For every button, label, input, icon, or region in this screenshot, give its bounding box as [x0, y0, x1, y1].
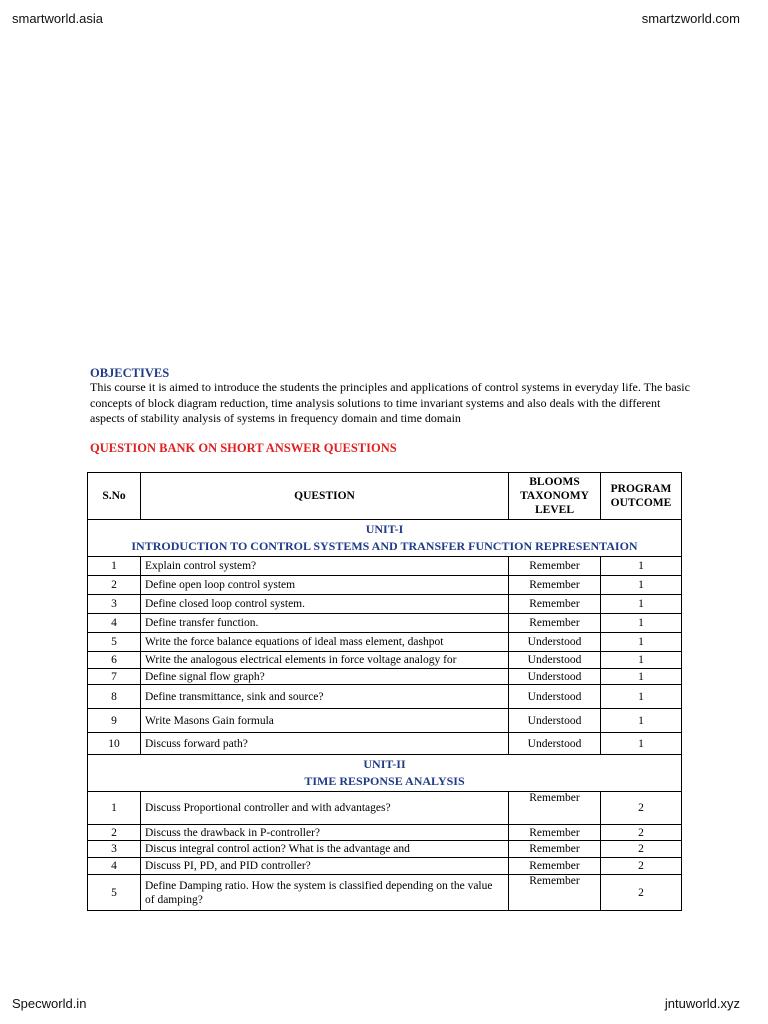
row-blooms: Remember [509, 595, 601, 614]
unit-header [88, 520, 682, 557]
row-sno: 3 [88, 841, 141, 858]
row-question: Write Masons Gain formula [141, 709, 509, 733]
unit-header-row [88, 520, 682, 557]
row-blooms: Remember [509, 792, 601, 825]
row-blooms: Remember [509, 614, 601, 633]
table-row [88, 709, 682, 733]
table-row [88, 652, 682, 669]
header-program-outcome: PROGRAM OUTCOME [601, 473, 682, 520]
row-question: Define Damping ratio. How the system is classified depending on the value of damping? [141, 875, 509, 911]
row-outcome: 1 [601, 652, 682, 669]
unit-label: UNIT-I [365, 522, 404, 536]
row-question: Define closed loop control system. [141, 595, 509, 614]
row-outcome: 1 [601, 709, 682, 733]
table-row [88, 792, 682, 825]
row-blooms: Remember [509, 557, 601, 576]
row-outcome: 1 [601, 595, 682, 614]
row-question: Discuss forward path? [141, 733, 509, 755]
row-sno: 2 [88, 576, 141, 595]
objectives-text: This course it is aimed to introduce the students the principles and applications of control systems in everyday life. The basic concepts of block diagram reduction, time analysis solutions to time invariant systems and also deals with the different aspects of stability analysis of systems in frequency domain and time domain [90, 380, 690, 425]
row-outcome: 1 [601, 557, 682, 576]
row-blooms: Remember [509, 858, 601, 875]
table-row [88, 633, 682, 652]
row-blooms: Remember [509, 841, 601, 858]
row-sno: 2 [88, 825, 141, 841]
row-outcome: 2 [601, 858, 682, 875]
row-sno: 1 [88, 792, 141, 825]
header-question: QUESTION [141, 473, 509, 520]
unit-label: UNIT-II [363, 757, 406, 771]
table-row [88, 614, 682, 633]
row-question: Define open loop control system [141, 576, 509, 595]
table-row [88, 841, 682, 858]
objectives-heading: OBJECTIVES [90, 366, 170, 380]
row-question: Write the analogous electrical elements in force voltage analogy for [141, 652, 509, 669]
header-sno: S.No [88, 473, 141, 520]
unit-title: TIME RESPONSE ANALYSIS [304, 774, 465, 788]
row-question: Discuss Proportional controller and with advantages? [141, 792, 509, 825]
row-blooms: Understood [509, 633, 601, 652]
row-question: Discus integral control action? What is the advantage and [141, 841, 509, 858]
watermark-bottom-right: jntuworld.xyz [664, 996, 740, 1011]
row-outcome: 1 [601, 614, 682, 633]
header-blooms: BLOOMS TAXONOMY LEVEL [509, 473, 601, 520]
row-outcome: 2 [601, 792, 682, 825]
row-sno: 4 [88, 858, 141, 875]
unit-header-row [88, 755, 682, 792]
unit-title: INTRODUCTION TO CONTROL SYSTEMS AND TRANSFER FUNCTION REPRESENTAION [131, 539, 638, 553]
question-table [87, 472, 682, 911]
table-row [88, 875, 682, 911]
row-blooms: Remember [509, 576, 601, 595]
row-sno: 8 [88, 685, 141, 709]
row-sno: 6 [88, 652, 141, 669]
row-blooms: Remember [509, 825, 601, 841]
table-row [88, 557, 682, 576]
row-outcome: 1 [601, 733, 682, 755]
row-question: Write the force balance equations of ideal mass element, dashpot [141, 633, 509, 652]
row-outcome: 2 [601, 825, 682, 841]
watermark-top-left: smartworld.asia [12, 11, 104, 26]
row-blooms: Understood [509, 685, 601, 709]
row-outcome: 1 [601, 669, 682, 685]
row-question: Explain control system? [141, 557, 509, 576]
row-question: Define signal flow graph? [141, 669, 509, 685]
watermark-bottom-left: Specworld.in [12, 996, 87, 1011]
table-row [88, 576, 682, 595]
row-blooms: Remember [509, 875, 601, 911]
table-row [88, 595, 682, 614]
row-outcome: 2 [601, 841, 682, 858]
watermark-top-right: smartzworld.com [641, 11, 740, 26]
row-blooms: Understood [509, 709, 601, 733]
row-outcome: 1 [601, 633, 682, 652]
row-outcome: 1 [601, 576, 682, 595]
row-sno: 9 [88, 709, 141, 733]
row-blooms: Understood [509, 733, 601, 755]
table-row [88, 669, 682, 685]
row-sno: 3 [88, 595, 141, 614]
unit-header [88, 755, 682, 792]
table-row [88, 858, 682, 875]
row-question: Define transmittance, sink and source? [141, 685, 509, 709]
row-blooms: Understood [509, 652, 601, 669]
row-sno: 4 [88, 614, 141, 633]
row-sno: 7 [88, 669, 141, 685]
row-question: Discuss PI, PD, and PID controller? [141, 858, 509, 875]
row-sno: 5 [88, 875, 141, 911]
table-row [88, 685, 682, 709]
table-header-row [88, 473, 682, 520]
question-bank-heading: QUESTION BANK ON SHORT ANSWER QUESTIONS [90, 441, 397, 455]
row-sno: 5 [88, 633, 141, 652]
row-question: Define transfer function. [141, 614, 509, 633]
row-outcome: 1 [601, 685, 682, 709]
table-row [88, 733, 682, 755]
row-sno: 1 [88, 557, 141, 576]
row-outcome: 2 [601, 875, 682, 911]
table-row [88, 825, 682, 841]
row-blooms: Understood [509, 669, 601, 685]
row-sno: 10 [88, 733, 141, 755]
row-question: Discuss the drawback in P-controller? [141, 825, 509, 841]
